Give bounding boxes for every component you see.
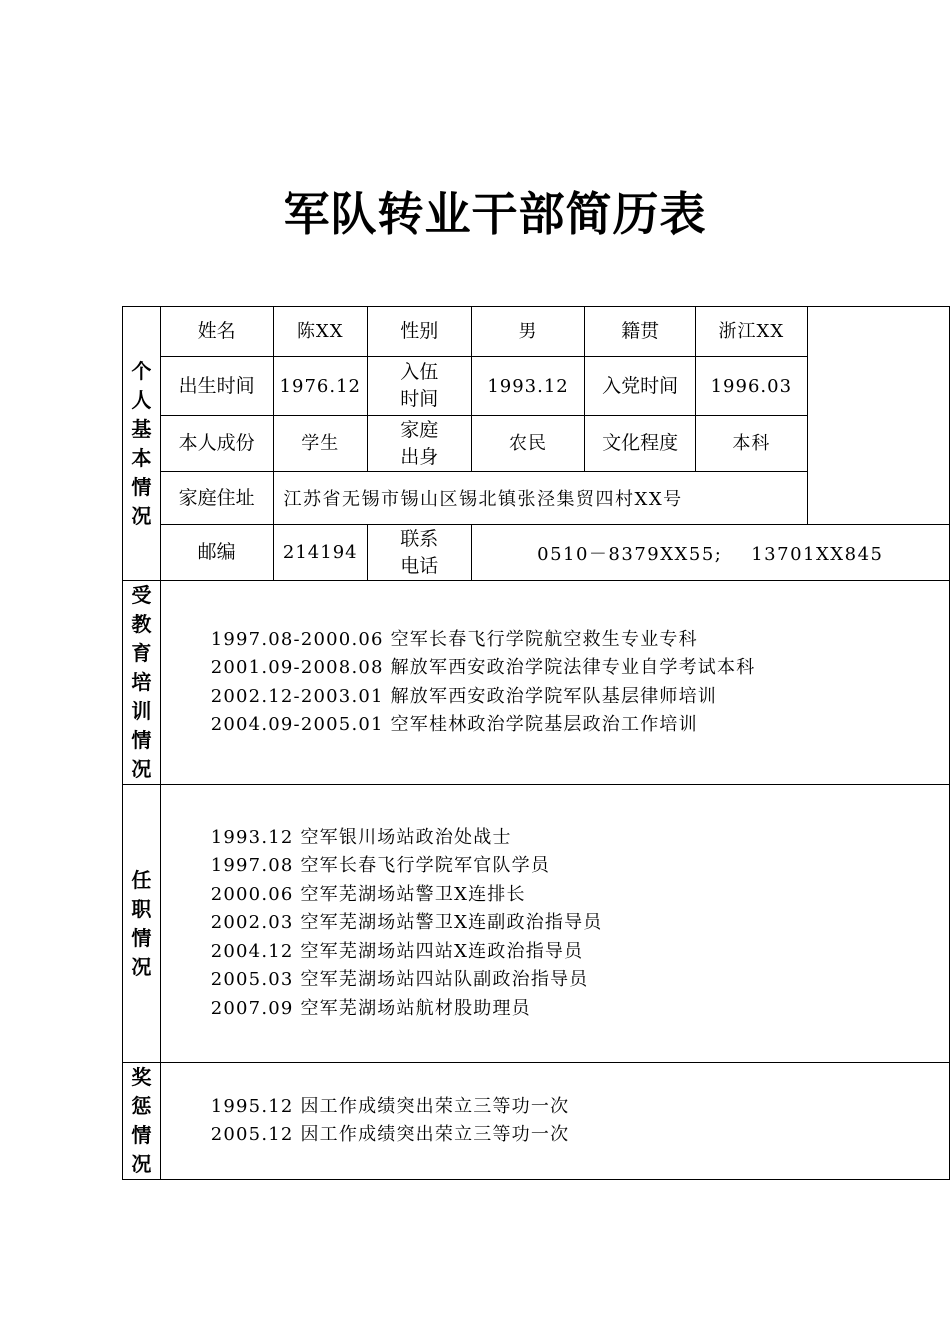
row-positions bbox=[123, 785, 950, 1063]
list-item: 2002.12-2003.01 解放军西安政治学院军队基层律师培训 bbox=[210, 685, 717, 707]
native-value: 浙江XX bbox=[695, 307, 807, 357]
page-title: 军队转业干部简历表 bbox=[283, 187, 707, 241]
section-label-positions: 任 职 情 况 bbox=[123, 785, 161, 1063]
list-item: 2001.09-2008.08 解放军西安政治学院法律专业自学考试本科 bbox=[210, 657, 756, 678]
gender-value: 男 bbox=[471, 307, 585, 357]
row-contact bbox=[123, 525, 950, 581]
list-item: 1995.12 因工作成绩突出荣立三等功一次 bbox=[210, 1095, 570, 1117]
list-item: 1993.12 空军银川场站政治处战士 bbox=[210, 826, 512, 848]
family-label: 家庭出身 bbox=[367, 416, 471, 472]
list-item: 1997.08-2000.06 空军长春飞行学院航空救生专业专科 bbox=[210, 628, 698, 650]
list-item: 2004.09-2005.01 空军桂林政治学院基层政治工作培训 bbox=[210, 714, 698, 735]
enlist-label: 入伍时间 bbox=[367, 357, 471, 416]
birth-value: 1976.12 bbox=[273, 357, 367, 416]
enlist-value: 1993.12 bbox=[471, 357, 585, 416]
name-label: 姓名 bbox=[160, 307, 273, 357]
edu-label: 文化程度 bbox=[585, 416, 695, 472]
row-education bbox=[123, 581, 950, 785]
row-awards bbox=[123, 1063, 950, 1180]
list-item: 2007.09 空军芜湖场站航材股助理员 bbox=[210, 997, 531, 1019]
address-label: 家庭住址 bbox=[160, 472, 273, 525]
positions-list bbox=[160, 785, 949, 1063]
resume-table bbox=[122, 306, 950, 1180]
list-item: 2002.03 空军芜湖场站警卫X连副政治指导员 bbox=[210, 912, 603, 934]
awards-list bbox=[160, 1063, 949, 1180]
education-list bbox=[160, 581, 949, 785]
list-item: 2005.12 因工作成绩突出荣立三等功一次 bbox=[210, 1124, 570, 1145]
section-label-awards: 奖 惩 情 况 bbox=[123, 1063, 161, 1180]
list-item: 2000.06 空军芜湖场站警卫X连排长 bbox=[210, 883, 526, 905]
postcode-label: 邮编 bbox=[160, 525, 273, 581]
gender-label: 性别 bbox=[367, 307, 471, 357]
status-value: 学生 bbox=[273, 416, 367, 472]
list-item: 2004.12 空军芜湖场站四站X连政治指导员 bbox=[210, 940, 584, 962]
list-item: 2005.03 空军芜湖场站四站队副政治指导员 bbox=[210, 969, 589, 991]
status-label: 本人成份 bbox=[160, 416, 273, 472]
name-value: 陈XX bbox=[273, 307, 367, 357]
postcode-value: 214194 bbox=[273, 525, 367, 581]
edu-value: 本科 bbox=[695, 416, 807, 472]
address-value: 江苏省无锡市锡山区锡北镇张泾集贸四村XX号 bbox=[273, 472, 807, 525]
party-label: 入党时间 bbox=[585, 357, 695, 416]
party-value: 1996.03 bbox=[695, 357, 807, 416]
birth-label: 出生时间 bbox=[160, 357, 273, 416]
phone-value: 0510－8379XX55; 13701XX845 bbox=[471, 525, 949, 581]
family-value: 农民 bbox=[471, 416, 585, 472]
native-label: 籍贯 bbox=[585, 307, 695, 357]
section-label-basic: 个 人 基 本 情 况 bbox=[123, 307, 161, 581]
photo-area bbox=[807, 307, 949, 525]
section-label-education: 受 教 育 培 训 情 况 bbox=[123, 581, 161, 785]
list-item: 1997.08 空军长春飞行学院军官队学员 bbox=[210, 855, 551, 877]
row-name bbox=[123, 307, 950, 357]
phone-label: 联系电话 bbox=[367, 525, 471, 581]
